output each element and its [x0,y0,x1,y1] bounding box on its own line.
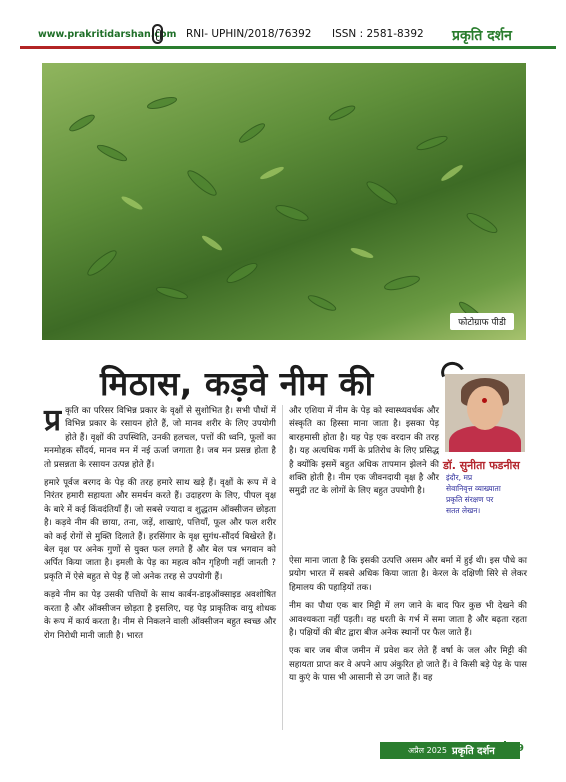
neem-foliage-illustration [42,63,526,340]
article-column-right-bottom [289,555,527,691]
author-photo [445,374,525,452]
article-title: मिठास, कड़वे नीम की [100,364,374,403]
header-rule-accent [20,46,140,49]
drop-cap: प्र [44,403,62,438]
article-column-right-top [289,405,439,504]
page-footer [0,740,566,764]
paperclip-icon [152,24,163,44]
rni-number: RNI- UPHIN/2018/76392 [186,28,312,40]
page-number: 09 [510,743,524,754]
author-name: डॉ. सुनीता फडनीस [443,459,520,472]
issue-date: अप्रैल 2025 [408,746,447,755]
footer-bar [380,742,520,759]
column-divider [282,405,283,730]
paragraph: ऐसा माना जाता है कि इसकी उत्पत्ति असम और बर्मा में हुई थी। इस पौधे का प्रयोग भारत में सबसे अधिक किया जाता है। केरल के दक्षिणी सिरे से लेकर हिमालय की पहाड़ियों तक। [289,556,527,593]
issn-number: ISSN : 2581-8392 [332,28,424,40]
footer-divider [504,741,506,759]
author-topic-cont: सतत लेखन। [446,506,481,515]
neem-leaves-photo [42,63,526,340]
paragraph: एक बार जब बीज जमीन में प्रवेश कर लेते हैं वर्षा के जल और मिट्टी की सहायता प्राप्त कर वे अपने आप अंकुरित हो जाते हैं। वे किसी बड़े पेड़ के पास या कुएं के पास भी आसानी से उग जाते हैं। वह [289,646,527,684]
paragraph: कड़वे नीम का पेड़ उसकी पत्तियों के साथ कार्बन-डाइऑक्साइड अवशोषित करता है और ऑक्सीजन छोड़ता है इसलिए, यह पेड़ प्राकृतिक वायु शोधक के रूप में कार्य करता है। नीम से निकलने वाली ऑक्सीजन बहुत स्वच्छ और रोग निरोधी मानी जाती है। भारत [44,590,276,641]
author-location: इंदौर, मप्र [446,473,473,482]
paragraph: नीम का पौधा एक बार मिट्टी में लग जाने के बाद फिर कुछ भी देखने की आवश्यकता नहीं पड़ती। वह धरती के गर्भ में समा जाता है और बढ़ता रहता है। पक्षियों की बीट द्वारा बीज अनेक स्थानों पर फैल जाते हैं। [289,601,527,639]
magazine-brand: प्रकृति दर्शन [452,28,512,44]
photo-credit: फोटोग्राफ पीडी [450,313,514,330]
paragraph: और एशिया में नीम के पेड़ को स्वास्थ्यवर्धक और संस्कृति का हिस्सा माना जाता है। इसका पेड़ बारहमासी होता है। यह पेड़ एक वरदान की तरह है। यह अत्यधिक गर्मी के प्रतिरोध के लिए प्रसिद्ध है क्योंकि इसमें बहुत अधिक तापमान झेलने की शक्ति होती है। नीम एक जीवनदायी वृक्ष है और समुद्री तट के लोगों के लिए बहुत उपयोगी है। [289,406,439,497]
footer-brand: प्रकृति दर्शन [452,746,495,757]
article-column-left [44,405,276,648]
website-url[interactable]: www.prakritidarshan.com [38,29,177,40]
author-designation: सेवानिवृत्त व्याख्याता [446,484,501,493]
paragraph: प्र कृति का परिसर विभिन्न प्रकार के वृक्षों से सुशोभित है। सभी पौधों में विभिन्न प्रकार के रसायन होते हैं, जो मानव शरीर के लिए उपयोगी होते हैं। वृक्षों की उपस्थिति, उनकी हलचल, पत्तों की ध्वनि, फूलों का मनमोहक सौंदर्य, मानव मन में नई ऊर्जा जगाता है। जब मन प्रसन्न होता है तो प्रसन्नता के रसायन उत्पन्न होते हैं। [44,403,276,470]
author-topic: प्रकृति संरक्षण पर [446,495,494,504]
paragraph: हमारे पूर्वज बरगद के पेड़ की तरह हमारे साथ खड़े हैं। वृक्षों के रूप में वे निरंतर हमारी सहायता और समर्थन करते हैं। उदाहरण के लिए, पीपल वृक्ष के बारे में कई किंवदंतियाँ हैं। जो सबसे ज्यादा व शुद्धतम ऑक्सीजन छोड़ता है। कड़वे नीम की छाया, तना, जड़ें, शाखाएं, पत्तियाँ, फूल और फल शरीर को कई रोगों से मुक्ति दिलाते हैं। हरसिंगार के वृक्ष सुगंध-सौंदर्य बिखेरते हैं। बेल वृक्ष पर अनेक गुणों से युक्त फल लगते हैं और बेल पत्र भगवान को अर्पित किया जाता है। इमली के पेड़ का महत्व कौन गृहिणी नहीं जानती ? प्रकृति में ऐसे बहुत से पेड़ हैं जो अनेक तरह से उपयोगी हैं। [44,478,276,582]
page-header [0,0,566,52]
